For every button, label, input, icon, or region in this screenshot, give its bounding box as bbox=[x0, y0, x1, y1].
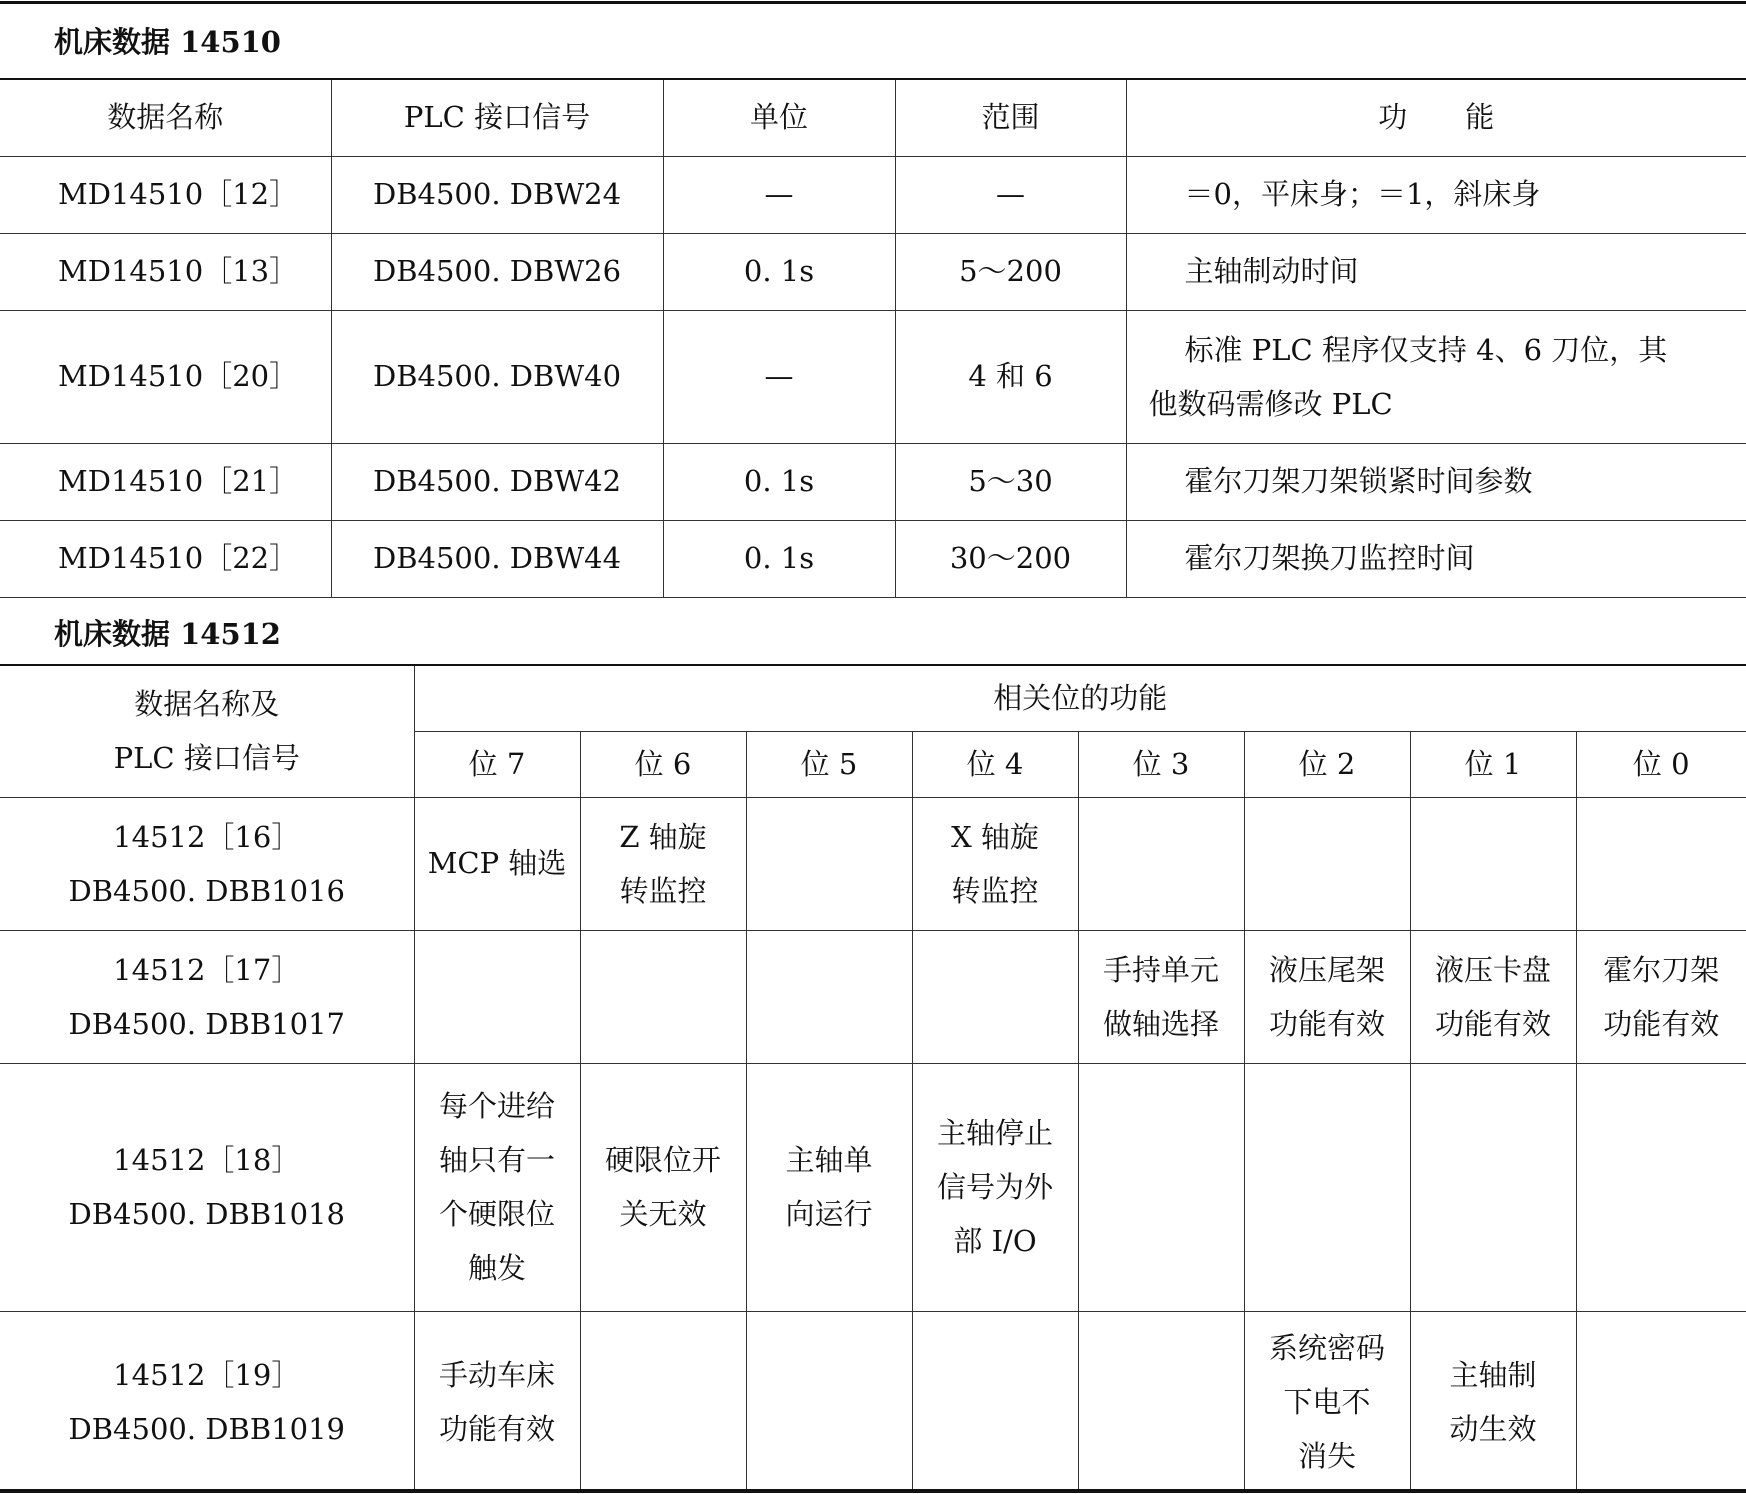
header-name-line-2: PLC 接口信号 bbox=[113, 741, 300, 776]
header-range: 范围 bbox=[895, 79, 1126, 156]
cell-line: 每个进给 bbox=[438, 1089, 555, 1123]
header-function: 功 能 bbox=[1126, 79, 1746, 156]
cell-name-signal bbox=[0, 1063, 414, 1311]
cell-bit-7 bbox=[414, 930, 580, 1063]
cell-line: 硬限位开 bbox=[604, 1143, 721, 1177]
header-bit-3: 位 3 bbox=[1078, 731, 1244, 797]
cell-line: 下电不 bbox=[1283, 1384, 1371, 1419]
cell-name: 14512［17］ bbox=[113, 952, 301, 987]
cell-line: 转监控 bbox=[619, 873, 707, 908]
table-row bbox=[0, 443, 1746, 520]
cell-line: 主轴制 bbox=[1449, 1357, 1537, 1392]
cell-bit-6 bbox=[580, 930, 746, 1063]
cell-bit-0 bbox=[1576, 1063, 1746, 1311]
table-14510 bbox=[0, 78, 1746, 598]
cell-line: 手持单元 bbox=[1102, 952, 1219, 987]
cell-bit-3 bbox=[1078, 1311, 1244, 1492]
function-line-1: 标准 PLC 程序仅支持 4、6 刀位，其 bbox=[1184, 332, 1668, 367]
header-data-name: 数据名称 bbox=[0, 79, 331, 156]
cell-name: 14512［18］ bbox=[113, 1143, 301, 1177]
cell-line: 部 I/O bbox=[953, 1224, 1037, 1258]
cell-signal: DB4500. DBW24 bbox=[331, 156, 663, 233]
table-header-row bbox=[0, 665, 1746, 731]
cell-function: 主轴制动时间 bbox=[1126, 233, 1746, 310]
header-name-line-1: 数据名称及 bbox=[134, 687, 280, 722]
table-row bbox=[0, 1063, 1746, 1311]
table-14512 bbox=[0, 664, 1746, 1493]
cell-range: 5～30 bbox=[895, 443, 1126, 520]
cell-bit-5 bbox=[746, 930, 912, 1063]
cell-bit-7 bbox=[414, 1311, 580, 1492]
cell-name: MD14510［21］ bbox=[0, 443, 331, 520]
cell-name: MD14510［22］ bbox=[0, 520, 331, 597]
table-row bbox=[0, 1311, 1746, 1492]
cell-name: 14512［19］ bbox=[113, 1357, 301, 1392]
cell-name-signal bbox=[0, 797, 414, 930]
cell-signal: DB4500. DBB1016 bbox=[68, 873, 345, 908]
cell-bit-2 bbox=[1244, 1063, 1410, 1311]
cell-unit: — bbox=[663, 156, 895, 233]
cell-name: MD14510［20］ bbox=[0, 310, 331, 443]
cell-signal: DB4500. DBB1019 bbox=[68, 1411, 345, 1446]
cell-bit-6 bbox=[580, 797, 746, 930]
cell-bit-1 bbox=[1410, 1063, 1576, 1311]
cell-range: 30～200 bbox=[895, 520, 1126, 597]
cell-line: 主轴单 bbox=[785, 1143, 873, 1177]
header-bit-1: 位 1 bbox=[1410, 731, 1576, 797]
table-row bbox=[0, 233, 1746, 310]
cell-range: 5～200 bbox=[895, 233, 1126, 310]
table-row bbox=[0, 156, 1746, 233]
cell-range: — bbox=[895, 156, 1126, 233]
cell-line: 转监控 bbox=[951, 873, 1039, 908]
table-header-row bbox=[0, 79, 1746, 156]
header-unit: 单位 bbox=[663, 79, 895, 156]
cell-line: 关无效 bbox=[619, 1197, 707, 1231]
cell-line: X 轴旋 bbox=[951, 819, 1039, 854]
cell-line: 主轴停止 bbox=[936, 1116, 1053, 1150]
cell-bit-1 bbox=[1410, 1311, 1576, 1492]
cell-bit-0 bbox=[1576, 797, 1746, 930]
cell-signal: DB4500. DBW26 bbox=[331, 233, 663, 310]
cell-bit-7 bbox=[414, 1063, 580, 1311]
header-bit-5: 位 5 bbox=[746, 731, 912, 797]
section-title-14510: 机床数据 14510 bbox=[54, 25, 281, 59]
cell-function: ＝0，平床身；＝1，斜床身 bbox=[1126, 156, 1746, 233]
cell-line: 做轴选择 bbox=[1102, 1006, 1219, 1041]
table-row bbox=[0, 520, 1746, 597]
cell-line: 轴只有一 bbox=[438, 1143, 555, 1177]
cell-function bbox=[1126, 310, 1746, 443]
cell-function: 霍尔刀架换刀监控时间 bbox=[1126, 520, 1746, 597]
cell-line: 个硬限位 bbox=[438, 1197, 555, 1231]
cell-bit-2 bbox=[1244, 930, 1410, 1063]
header-name-signal bbox=[0, 665, 414, 797]
cell-signal: DB4500. DBB1018 bbox=[68, 1197, 345, 1231]
cell-bit-3 bbox=[1078, 797, 1244, 930]
header-bit-6: 位 6 bbox=[580, 731, 746, 797]
table-row bbox=[0, 797, 1746, 930]
cell-bit-5 bbox=[746, 1063, 912, 1311]
cell-line: 功能有效 bbox=[1603, 1006, 1720, 1041]
table-row bbox=[0, 930, 1746, 1063]
cell-name-signal bbox=[0, 1311, 414, 1492]
cell-unit: 0. 1s bbox=[663, 520, 895, 597]
cell-unit: — bbox=[663, 310, 895, 443]
cell-bit-4 bbox=[912, 930, 1078, 1063]
cell-unit: 0. 1s bbox=[663, 443, 895, 520]
cell-name: 14512［16］ bbox=[113, 819, 301, 854]
cell-line: 霍尔刀架 bbox=[1603, 952, 1720, 987]
header-bit-7: 位 7 bbox=[414, 731, 580, 797]
cell-range: 4 和 6 bbox=[895, 310, 1126, 443]
cell-bit-3 bbox=[1078, 1063, 1244, 1311]
bottom-rule bbox=[0, 1489, 1746, 1493]
cell-signal: DB4500. DBW42 bbox=[331, 443, 663, 520]
cell-line: 向运行 bbox=[785, 1197, 873, 1231]
cell-bit-1 bbox=[1410, 797, 1576, 930]
cell-bit-3 bbox=[1078, 930, 1244, 1063]
header-bit-0: 位 0 bbox=[1576, 731, 1746, 797]
cell-bit-0 bbox=[1576, 930, 1746, 1063]
header-bit-functions: 相关位的功能 bbox=[414, 665, 1746, 731]
cell-line: 液压尾架 bbox=[1268, 952, 1385, 987]
cell-line: 手动车床 bbox=[438, 1357, 555, 1392]
cell-line: 动生效 bbox=[1449, 1411, 1537, 1446]
cell-bit-4 bbox=[912, 797, 1078, 930]
cell-line: 系统密码 bbox=[1268, 1330, 1385, 1365]
cell-line: 功能有效 bbox=[1268, 1006, 1385, 1041]
cell-unit: 0. 1s bbox=[663, 233, 895, 310]
cell-name: MD14510［13］ bbox=[0, 233, 331, 310]
header-plc-signal: PLC 接口信号 bbox=[331, 79, 663, 156]
section-title-14512: 机床数据 14512 bbox=[54, 617, 281, 651]
cell-bit-5 bbox=[746, 1311, 912, 1492]
header-bit-2: 位 2 bbox=[1244, 731, 1410, 797]
table-row bbox=[0, 310, 1746, 443]
cell-bit-2 bbox=[1244, 797, 1410, 930]
cell-bit-6 bbox=[580, 1311, 746, 1492]
cell-line: 液压卡盘 bbox=[1434, 952, 1551, 987]
cell-bit-7: MCP 轴选 bbox=[414, 797, 580, 930]
cell-line: 信号为外 bbox=[936, 1170, 1053, 1204]
function-line-2: 他数码需修改 PLC bbox=[1148, 386, 1393, 421]
cell-bit-0 bbox=[1576, 1311, 1746, 1492]
cell-function: 霍尔刀架刀架锁紧时间参数 bbox=[1126, 443, 1746, 520]
cell-line: 消失 bbox=[1297, 1438, 1356, 1473]
cell-signal: DB4500. DBB1017 bbox=[68, 1006, 345, 1041]
cell-name: MD14510［12］ bbox=[0, 156, 331, 233]
cell-bit-6 bbox=[580, 1063, 746, 1311]
cell-line: 功能有效 bbox=[1434, 1006, 1551, 1041]
header-bit-4: 位 4 bbox=[912, 731, 1078, 797]
cell-signal: DB4500. DBW40 bbox=[331, 310, 663, 443]
cell-line: 触发 bbox=[467, 1251, 526, 1285]
cell-line: Z 轴旋 bbox=[619, 819, 707, 854]
cell-bit-4 bbox=[912, 1311, 1078, 1492]
cell-bit-1 bbox=[1410, 930, 1576, 1063]
cell-line: 功能有效 bbox=[438, 1411, 555, 1446]
cell-bit-5 bbox=[746, 797, 912, 930]
cell-signal: DB4500. DBW44 bbox=[331, 520, 663, 597]
cell-name-signal bbox=[0, 930, 414, 1063]
cell-bit-4 bbox=[912, 1063, 1078, 1311]
cell-bit-2 bbox=[1244, 1311, 1410, 1492]
